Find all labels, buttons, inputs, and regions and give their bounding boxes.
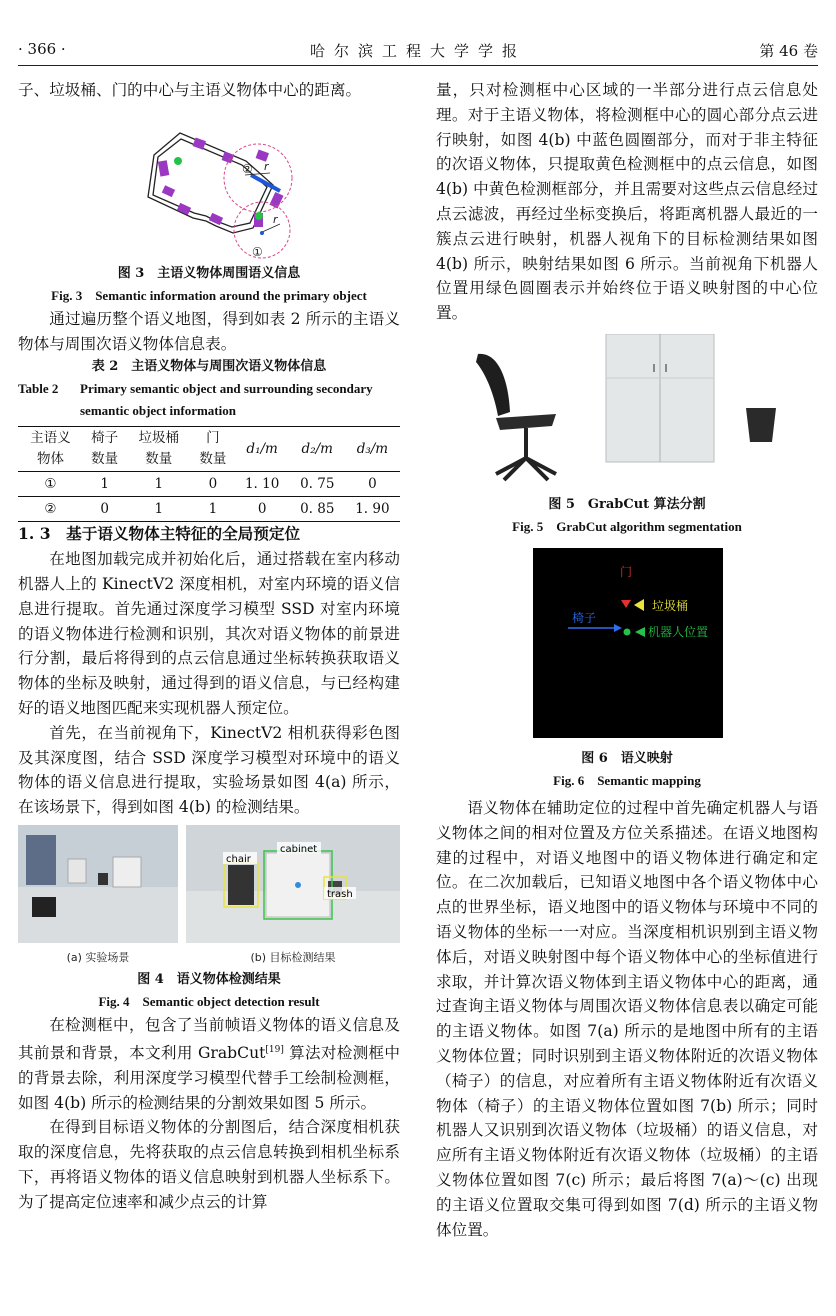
detection-label-chair: chair xyxy=(226,853,251,865)
table-cell: 0 xyxy=(208,476,218,493)
figure-4-photos xyxy=(18,825,400,969)
volume-number: 第 46 卷 xyxy=(759,42,818,60)
table-row xyxy=(18,497,400,522)
object-marker-1: ① xyxy=(252,244,263,259)
map-label-door: 门 xyxy=(619,564,633,579)
figure-3-drawing xyxy=(18,103,400,263)
figure-6 xyxy=(436,548,818,748)
table-cell: 1 xyxy=(208,501,218,518)
table-cell: 0 xyxy=(100,501,109,518)
table-cell: 0 xyxy=(368,476,377,493)
journal-title: 哈尔滨工程大学学报 xyxy=(309,42,526,60)
table-cell: ② xyxy=(44,501,57,518)
table-cell: 1 xyxy=(154,476,164,493)
figure-4 xyxy=(18,825,400,969)
radius-label-2: r xyxy=(264,159,269,173)
subcaption-b: (b) 目标检测结果 xyxy=(250,950,336,964)
figure-5-caption-cn: 图 5 GrabCut 算法分割 xyxy=(548,496,706,512)
left-column xyxy=(18,78,400,1215)
figure-6-caption-cn: 图 6 语义映射 xyxy=(581,750,673,766)
figure-5-caption-en: Fig. 5 GrabCut algorithm segmentation xyxy=(512,518,742,534)
table-cell: 1 xyxy=(154,501,164,518)
figure-5-segmentation xyxy=(436,334,818,494)
detection-label-trash: trash xyxy=(327,888,353,900)
table-cell: ① xyxy=(44,476,57,493)
page-number: · 366 · xyxy=(18,40,66,58)
detection-label-cabinet: cabinet xyxy=(280,843,318,855)
table-header xyxy=(18,427,400,472)
table-2 xyxy=(18,426,400,522)
figure-4-caption-en: Fig. 4 Semantic object detection result xyxy=(98,993,320,1009)
table-cell: 1 xyxy=(100,476,109,493)
right-column xyxy=(436,78,818,1242)
table-2-title: Primary semantic object and surrounding secondary semantic object information xyxy=(80,381,373,419)
paragraph: 在检测框中，包含了当前帧语义物体的语义信息及其前景和背景，本文利用 GrabCut[19] 算法对检测框中的背景去除，利用深度学习模型代替手工绘制检测框，如图 4(b) 所示的检测结果的分割效果如图 5 所示。 xyxy=(18,1015,400,1112)
map-label-trash: 垃圾桶 xyxy=(652,598,689,613)
paragraph: 量，只对检测框中心区域的一半部分进行点云信息处理。对于主语义物体，将检测框中心的圆心部分点云进行映射，如图 4(b) 中蓝色圆圈部分，而对于非主特征的次语义物体，只提取黄色检测框中的点云信息，如图 4(b) 中黄色检测框部分，并且需要对这些点云信息经过点云滤波，再经过坐标变换后，将距离机器人最近的一簇点云进行映射，机器人视角下的目标检测结果如图 4(b) 所示，映射结果如图 6 所示。当前视角下机器人位置用绿色圆圈表示并始终位于语义映射图的中心位置。 xyxy=(436,81,818,323)
figure-5 xyxy=(436,334,818,494)
table-cell: 0 xyxy=(257,501,267,518)
table-cell: 1. 90 xyxy=(355,501,390,518)
table-2-caption-cn: 表 2 主语义物体与周围次语义物体信息 xyxy=(91,359,327,375)
map-label-chair: 椅子 xyxy=(572,610,597,625)
table-2-label: Table 2 xyxy=(18,381,59,397)
paragraph: 语义物体在辅助定位的过程中首先确定机器人与语义物体之间的相对位置及方位关系描述。在语义地图构建的过程中，对语义地图中的语义物体进行确定和定位。在二次加载后，已知语义地图中各个语义物体中心点的世界坐标，语义地图中的语义物体与环境中不同的语义物体的坐标一一对应。当深度相机识别到主语义物体后，对语义映射图中每个语义物体中心的坐标值进行求取，并计算次语义物体到主语义物体中心的距离，通过查询主语义物体与周围次语义物体信息表以确定可能的主语义物体。如图 7(a) 所示的是地图中所有的主语义物体位置；同时识别到主语义物体附近的次语义物体（椅子）的信息，对应着所有主语义物体附近有次语义物体（椅子）的主语义物体位置如图 7(b) 所示；同时机器人又识别到次语义物体（垃圾桶）的语义信息，对应所有主语义物体附近有次语义物体（垃圾桶）的主语义物体位置如图 7(c) 所示；最后将图 7(a)～(c) 出现的主语义位置取交集可得到如图 7(d) 所示的主语义物体位置。 xyxy=(436,798,818,1239)
table-header-cell: 椅子 数量 xyxy=(91,430,119,468)
table-header-cell: d₁/m xyxy=(246,441,278,458)
figure-6-caption-en: Fig. 6 Semantic mapping xyxy=(553,772,701,788)
table-row xyxy=(18,472,400,497)
table-cell: 0. 75 xyxy=(300,476,335,493)
map-label-robot: 机器人位置 xyxy=(648,624,709,639)
table-header-cell: 门 数量 xyxy=(199,430,227,468)
paragraph: 在地图加载完成并初始化后，通过搭载在室内移动机器人上的 KinectV2 深度相机，对室内环境的语义信息进行提取。首先通过深度学习模型 SSD 对室内环境的语义物体进行检测和识别，其次对语义物体的前景进行分割，最后将得到的点云信息通过坐标转换获取语义物体的坐标及映射，通过得到的语义信息，与已经构建好的语义地图匹配来实现机器人预定位。 xyxy=(18,550,400,717)
table-2-caption-en xyxy=(18,378,400,422)
table-header-cell: 垃圾桶 数量 xyxy=(138,430,180,468)
figure-6-semantic-map xyxy=(436,548,818,748)
figure-3-caption-cn: 图 3 主语义物体周围语义信息 xyxy=(117,265,301,281)
radius-label-1: r xyxy=(273,212,278,226)
paragraph: 子、垃圾桶、门的中心与主语义物体中心的距离。 xyxy=(18,81,362,99)
table-header-cell: 主语义 物体 xyxy=(30,430,71,468)
table-header-cell: d₃/m xyxy=(356,441,389,458)
paragraph: 首先，在当前视角下，KinectV2 相机获得彩色图及其深度图，结合 SSD 深度学习模型对环境中的语义物体的语义信息进行提取，实验场景如图 4(a) 所示，在该场景下，得到如图 4(b) 的检测结果。 xyxy=(18,723,400,817)
figure-3-caption-en: Fig. 3 Semantic information around the primary object xyxy=(51,287,367,303)
header-rule xyxy=(18,65,818,66)
paragraph: 通过遍历整个语义地图，得到如表 2 所示的主语义物体与周围次语义物体信息表。 xyxy=(18,309,400,353)
running-header xyxy=(18,38,818,62)
figure-4-caption-cn: 图 4 语义物体检测结果 xyxy=(137,971,281,987)
paragraph: 在得到目标语义物体的分割图后，结合深度相机获取的深度信息，先将获取的点云信息转换到相机坐标系下，再将语义物体的语义信息映射到机器人坐标系下。为了提高定位速率和减少点云的计算 xyxy=(18,1118,400,1211)
subcaption-a: (a) 实验场景 xyxy=(66,950,130,964)
table-cell: 0. 85 xyxy=(300,501,335,518)
section-heading: 1. 3 基于语义物体主特征的全局预定位 xyxy=(18,524,301,544)
object-marker-2: ② xyxy=(242,161,253,176)
table-header-cell: d₂/m xyxy=(301,441,333,458)
figure-3 xyxy=(18,103,400,263)
table-cell: 1. 10 xyxy=(244,476,280,493)
